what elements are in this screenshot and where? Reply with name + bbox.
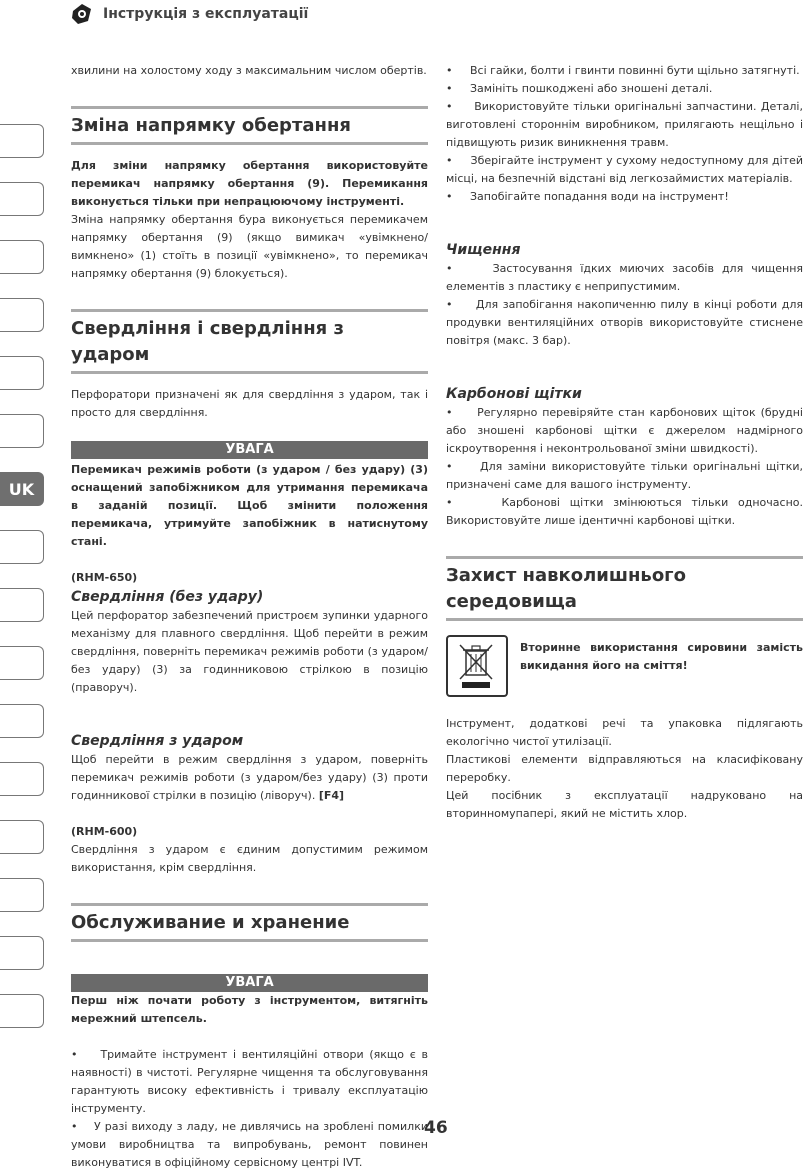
- subheading-cleaning: Чищення: [446, 242, 521, 258]
- subheading-brushes: Карбонові щітки: [446, 386, 582, 402]
- section-title: Свердління і свердління з ударом: [71, 318, 344, 365]
- page-header: [70, 0, 308, 28]
- side-tab[interactable]: [0, 646, 44, 680]
- side-tab[interactable]: [0, 124, 44, 158]
- side-tab[interactable]: [0, 820, 44, 854]
- page-number: 46: [424, 1118, 448, 1138]
- list-item: • Замініть пошкоджені або зношені деталі.: [446, 82, 713, 95]
- section-title: Обслуживание и хранение: [71, 912, 350, 933]
- list-item: • Всі гайки, болти і гвинти повинні бути щільно затягнуті.: [446, 64, 800, 77]
- side-tab[interactable]: [0, 588, 44, 622]
- side-tab-uk[interactable]: UK: [0, 472, 44, 506]
- subheading: Свердління з ударом: [71, 733, 244, 749]
- section-environment: [446, 556, 803, 621]
- side-tab[interactable]: [0, 762, 44, 796]
- side-tab[interactable]: [0, 936, 44, 970]
- side-tab[interactable]: [0, 878, 44, 912]
- list-item: • Регулярно перевіряйте стан карбонових щіток (брудні або зношені карбонові щітки є джерелом надмірного іскроутворення і неконтрольованої зміни швидкості).: [446, 406, 803, 455]
- crossed-bin-icon: [446, 635, 508, 697]
- section-maintenance: [71, 903, 428, 942]
- env-text: Пластикові елементи відправляються на класифіковану переробку.: [446, 753, 803, 784]
- side-tab[interactable]: [0, 356, 44, 390]
- right-column: [446, 62, 803, 823]
- side-tab[interactable]: [0, 704, 44, 738]
- direction-bold-text: Для зміни напрямку обертання використовуйте перемикач напрямку обертання (9). Перемикання виконується тільки при непрацюючому інструменті.: [71, 159, 428, 208]
- warning-text: Перш ніж почати роботу з інструментом, витягніть мережний штепсель.: [71, 994, 428, 1025]
- intro-text: хвилини на холостому ходу з максимальним числом обертів.: [71, 64, 427, 77]
- section-title: Захист навколишнього середовища: [446, 565, 686, 612]
- list-item: • Карбонові щітки змінюються тільки одночасно. Використовуйте лише ідентичні карбонові щітки.: [446, 496, 803, 527]
- side-tab[interactable]: [0, 994, 44, 1028]
- figure-ref: [F4]: [318, 789, 345, 802]
- left-column: [71, 62, 428, 1172]
- model-label: (RHM-600): [71, 825, 138, 838]
- section-drilling: [71, 309, 428, 374]
- side-tab[interactable]: [0, 182, 44, 216]
- list-item: • У разі виходу з ладу, не дивлячись на зроблені помилки умови виробництва та випробувань, ремонт повинен виконуватися в офіційному сервісному центрі IVT.: [71, 1120, 428, 1169]
- section-title: Зміна напрямку обертання: [71, 115, 351, 136]
- list-item: • Тримайте інструмент і вентиляційні отвори (якщо є в наявності) в чистоті. Регулярне чищення та обслуговування гарантують високу ефективність і тривалу експлуатацію інструменту.: [71, 1048, 428, 1115]
- drilling-text: Перфоратори призначені як для свердління з ударом, так і просто для свердління.: [71, 388, 428, 419]
- env-text: Цей посібник з експлуатації надруковано на вторинномупапері, який не містить хлор.: [446, 789, 803, 820]
- tool-logo-icon: [70, 3, 94, 25]
- drilling-impact-only-text: Свердління з ударом є єдиним допустимим режимом використання, крім свердління.: [71, 843, 428, 874]
- list-item: • Для запобігання накопиченню пилу в кінці роботи для продувки вентиляційних отворів використовуйте стиснене повітря (макс. 3 бар).: [446, 298, 803, 347]
- warning-banner: УВАГА: [71, 974, 428, 992]
- recycling-notice: [446, 635, 803, 697]
- direction-text: Зміна напрямку обертання бура виконується перемикачем напрямку обертання (9) (якщо вимикач «увімкнено/вимкнено» (1) стоїть в позиції «увімкнено», то перемикач напрямку обертання (9) блокується).: [71, 213, 428, 280]
- subheading: Свердління (без удару): [71, 589, 264, 605]
- list-item: • Запобігайте попадання води на інструмент!: [446, 190, 729, 203]
- side-tab[interactable]: [0, 414, 44, 448]
- side-tab[interactable]: [0, 298, 44, 332]
- warning-banner: УВАГА: [71, 441, 428, 459]
- list-item: • Використовуйте тільки оригінальні запчастини. Деталі, виготовлені стороннім виробником, прилягають нещільно і підвищують ризик виникнення травм.: [446, 100, 803, 149]
- header-title: Інструкція з експлуатації: [103, 6, 309, 22]
- model-label: (RHM-650): [71, 571, 138, 584]
- list-item: • Застосування їдких миючих засобів для чищення елементів з пластику є неприпустимим.: [446, 262, 803, 293]
- list-item: • Для заміни використовуйте тільки оригінальні щітки, призначені саме для вашого інструменту.: [446, 460, 803, 491]
- drilling-no-impact-text: Цей перфоратор забезпечений пристроєм зупинки ударного механізму для плавного свердління. Щоб перейти в режим свердління, поверніть перемикач режимів роботи (з ударом/без удару) (3) за годинниковою стрілкою в позицію (праворуч).: [71, 609, 428, 694]
- env-text: Інструмент, додаткові речі та упаковка підлягають екологічно чистої утилізації.: [446, 717, 803, 748]
- warning-text: Перемикач режимів роботи (з ударом / без удару) (3) оснащений запобіжником для утримання перемикача в заданій позиції. Щоб змінити положення перемикача, утримуйте запобіжник в натиснутому стані.: [71, 463, 428, 548]
- drilling-impact-text: Щоб перейти в режим свердління з ударом, поверніть перемикач режимів роботи (з ударом/без удару) (3) проти годинникової стрілки в позицію (ліворуч). [F4]: [71, 753, 428, 802]
- list-item: • Зберігайте інструмент у сухому недоступному для дітей місці, на безпечній відстані від легкозаймистих матеріалів.: [446, 154, 803, 185]
- side-tab[interactable]: [0, 530, 44, 564]
- recycling-text: Вторинне використання сировини замість викидання його на сміття!: [520, 641, 803, 672]
- side-tab[interactable]: [0, 240, 44, 274]
- section-direction: [71, 106, 428, 145]
